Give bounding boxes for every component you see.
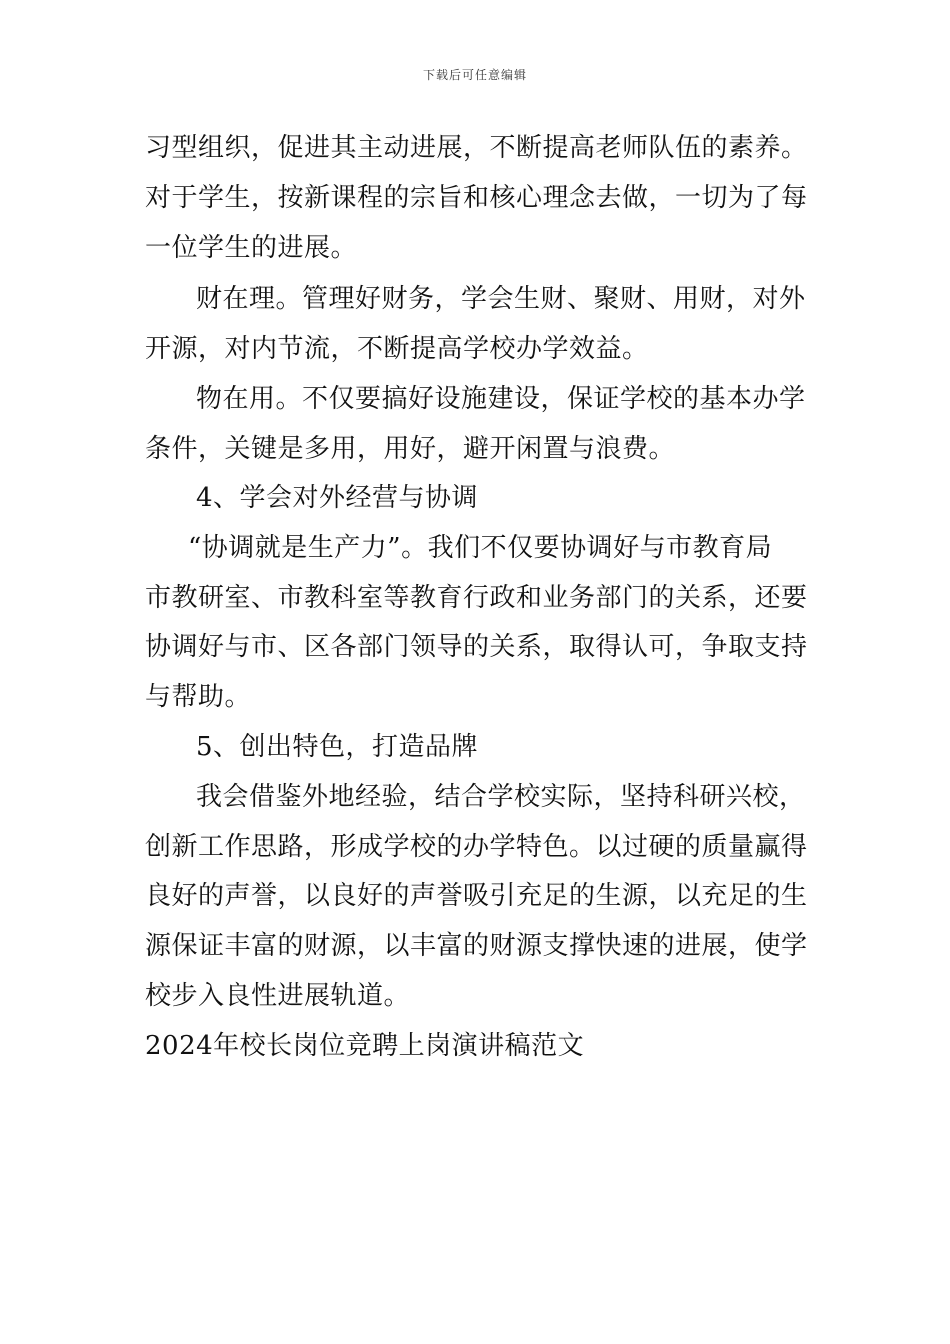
text-line: 市教研室、市教科室等教育行政和业务部门的关系，还要 [145, 583, 808, 613]
text-line: 我会借鉴外地经验，结合学校实际，坚持科研兴校， [196, 782, 806, 812]
text-line: 开源，对内节流，不断提高学校办学效益。 [145, 334, 649, 364]
text-line: 财在理。管理好财务，学会生财、聚财、用财，对外 [196, 284, 806, 314]
text-line: 一位学生的进展。 [145, 233, 358, 263]
section-heading: 5、创出特色，打造品牌 [196, 732, 479, 762]
text-line: 条件，关键是多用，用好，避开闲置与浪费。 [145, 434, 676, 464]
page-header-note: 下载后可任意编辑 [422, 68, 527, 82]
text-line: 源保证丰富的财源，以丰富的财源支撑快速的进展，使学 [145, 931, 808, 961]
section-heading: 4、学会对外经营与协调 [196, 483, 479, 513]
text-line: 协调好与市、区各部门领导的关系，取得认可，争取支持 [145, 632, 808, 662]
text-line: 物在用。不仅要搞好设施建设，保证学校的基本办学 [196, 384, 806, 414]
text-line: 创新工作思路，形成学校的办学特色。以过硬的质量赢得 [145, 832, 808, 862]
text-line: 校步入良性进展轨道。 [145, 981, 411, 1011]
text-line: 良好的声誉，以良好的声誉吸引充足的生源，以充足的生 [145, 881, 808, 911]
text-line: 习型组织，促进其主动进展，不断提高老师队伍的素养。 [145, 133, 808, 163]
text-line: “协调就是生产力”。我们不仅要协调好与市教育局 [188, 533, 773, 563]
text-line: 与帮助。 [145, 682, 252, 712]
text-line: 对于学生，按新课程的宗旨和核心理念去做，一切为了每 [145, 183, 808, 213]
document-title: 2024年校长岗位竞聘上岗演讲稿范文 [145, 1031, 585, 1061]
